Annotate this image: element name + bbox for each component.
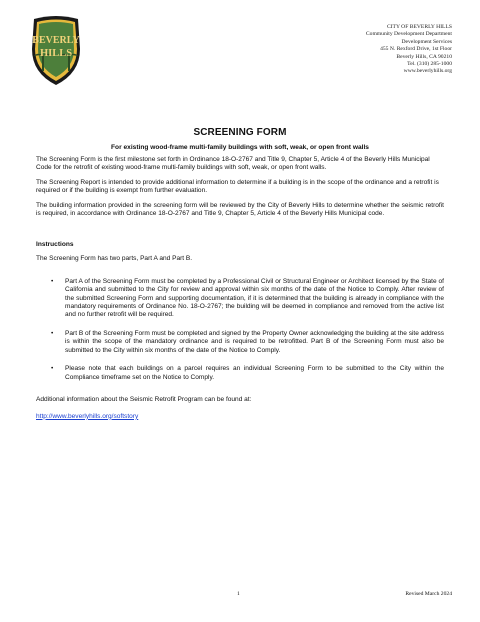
contact-line: Community Development Department	[365, 31, 452, 38]
contact-line: Development Services	[401, 38, 452, 45]
list-item-text: Part A of the Screening Form must be completed by a Professional Civil or Structural Engineer or Architect licensed by the State of California and submitted to the City for review and approval within six months of the date of the Notice to Comply. After review of the submitted Screening Form and supporting documentation, if it is determined that the building is already in compliance with the mandatory requirements of Ordinance No. 18-O-2767; the building will be deemed in compliance and removed from the active list and no further retrofit will be required.	[65, 277, 444, 319]
document-subtitle: For existing wood-frame multi-family buildings with soft, weak, or open front walls	[111, 144, 369, 151]
document-body	[36, 127, 444, 423]
list-item	[36, 330, 444, 355]
intro-paragraph: The Screening Form is the first milestone set forth in Ordinance 18-O-2767 and Title 9, Chapter 5, Article 4 of the Beverly Hills Municipal Code for the retrofit of existing wood-frame multi-family buildings with soft, weak, or open front walls.	[36, 156, 430, 172]
revision-date: Revised March 2024	[405, 591, 452, 597]
contact-line: CITY OF BEVERLY HILLS	[386, 24, 452, 30]
logo-text-top: BEVERLY	[32, 35, 80, 46]
beverly-hills-logo	[26, 15, 86, 87]
contact-line: www.beverlyhills.org	[403, 68, 452, 75]
contact-line: Tel. (310) 285-1000	[407, 61, 452, 68]
logo-text-bottom: HILLS	[39, 48, 73, 59]
softstory-link[interactable]: http://www.beverlyhills.org/softstory	[36, 412, 139, 420]
document-title: SCREENING FORM	[193, 127, 287, 138]
contact-line: Beverly Hills, CA 90210	[396, 53, 452, 60]
page-number: 1	[237, 591, 240, 597]
list-item	[36, 278, 444, 320]
instructions-intro: The Screening Form has two parts, Part A and Part B.	[36, 255, 193, 263]
bullet-icon: •	[51, 329, 54, 337]
intro-paragraph: The Screening Report is intended to provide additional information to determine if a building is in the scope of the ordinance and a retrofit is required or if the building is exempt from further evaluation.	[36, 178, 439, 195]
intro-paragraph: The building information provided in the screening form will be reviewed by the City of Beverly Hills to determine whether the seismic retrofit is required, in accordance with Ordinance 18-O-2767 and Title 9, Chapter 5, Article 4 of the Beverly Hills Municipal code.	[36, 201, 444, 218]
bullet-icon: •	[51, 365, 54, 373]
list-item	[36, 365, 444, 382]
contact-line: 455 N. Rexford Drive, 1st Floor	[380, 46, 452, 53]
list-item-text: Part B of the Screening Form must be completed and signed by the Property Owner acknowledging the building at the site address is within the scope of the mandatory ordinance and is required to be retrofitted. Part B of the Screening Form must also be submitted to the City within six months of the date of the Notice to Comply.	[65, 329, 444, 354]
contact-block	[366, 24, 452, 76]
instructions-heading: Instructions	[36, 240, 74, 248]
list-item-text: Please note that each buildings on a parcel requires an individual Screening Form to be submitted to the City within the Compliance timeframe set on the Notice to Comply.	[65, 365, 444, 381]
instructions-list	[36, 278, 444, 383]
bullet-icon: •	[51, 277, 54, 285]
additional-info: Additional information about the Seismic Retrofit Program can be found at:	[36, 396, 252, 404]
